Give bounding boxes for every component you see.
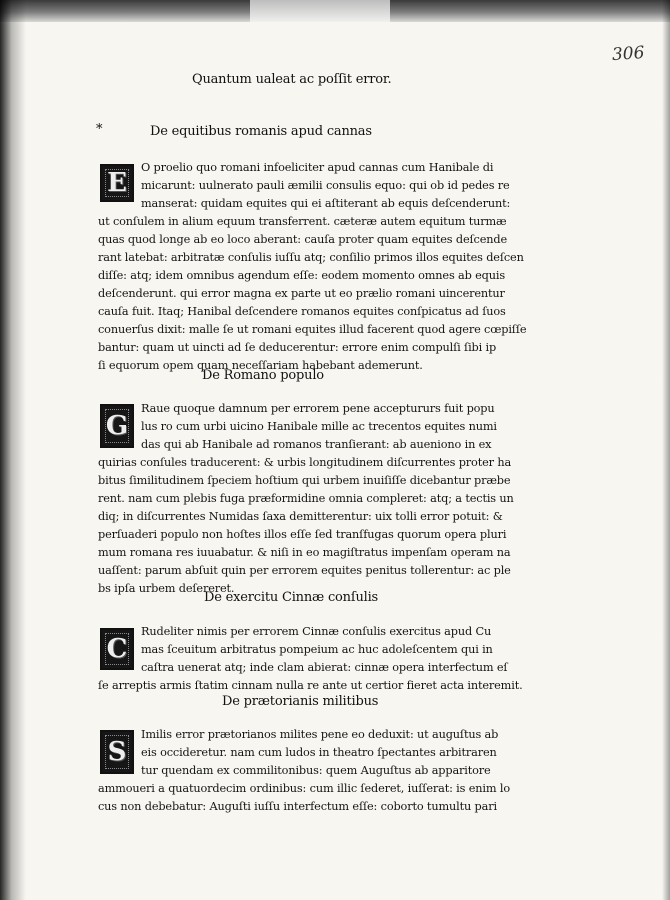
drop-cap (100, 730, 134, 774)
drop-cap-letter: C (106, 634, 128, 664)
section-heading: De prætorianis militibus (222, 694, 379, 709)
page-right-edge (662, 0, 670, 900)
drop-cap (100, 404, 134, 448)
text-line: micarunt: uulnerato pauli æmilii consulis equo: qui ob id pedes re (141, 179, 510, 192)
drop-cap (100, 164, 134, 202)
drop-cap-letter: G (105, 411, 129, 441)
scan-top-edge (0, 0, 670, 22)
text-line: quas quod longe ab eo loco aberant: cauſa proter quam equites deſcende (98, 233, 507, 246)
text-line: cus non debebatur: Auguſti iuſſu interfectum eſſe: coborto tumultu pari (98, 800, 497, 813)
drop-cap-letter: S (107, 737, 127, 767)
section-heading: De exercitu Cinnæ conſulis (204, 590, 379, 605)
text-line: perſuaderi populo non hoſtes illos eſſe ſed tranſfugas quorum opera pluri (98, 528, 507, 541)
text-line: Raue quoque damnum per errorem pene acceptururs fuit popu (141, 402, 495, 415)
text-line: ſe arreptis armis ſtatim cinnam nulla re ante ut certior fieret acta interemit. (98, 679, 523, 692)
section-marker: * (96, 122, 103, 137)
text-line: Rudeliter nimis per errorem Cinnæ conſulis exercitus apud Cu (141, 625, 492, 638)
text-line: ut conſulem in alium equum transferrent. cæteræ autem equitum turmæ (98, 215, 507, 228)
text-line: tur quendam ex commilitonibus: quem Auguſtus ab apparitore (141, 764, 491, 777)
text-line: diq; in diſcurrentes Numidas ſaxa demitterentur: uix tolli error potuit: & (98, 510, 503, 523)
text-line: manserat: quidam equites qui ei aſtiterant ab equis deſcenderunt: (141, 197, 511, 210)
text-line: caſtra uenerat atq; inde clam abierat: cinnæ opera interfectum eſ (141, 661, 508, 674)
text-line: ſi equorum opem quam neceſſariam habebant ademerunt. (98, 359, 423, 372)
drop-cap (100, 628, 134, 670)
text-line: bantur: quam ut uincti ad ſe deducerentur: errore enim compulſi ſibi ip (98, 341, 497, 354)
text-line: cauſa fuit. Itaq; Hanibal deſcendere romanos equites conſpicatus ad ſuos (98, 305, 506, 318)
text-line: rant latebat: arbitratæ conſulis iuſſu atq; conſilio primos illos equites deſcen (98, 251, 524, 264)
text-line: uaſſent: parum abſuit quin per errorem equites penitus tollerentur: ac ple (98, 564, 511, 577)
text-line: das qui ab Hanibale ad romanos tranſierant: ab aueniono in ex (141, 438, 492, 451)
text-line: rent. nam cum plebis fuga præformidine omnia compleret: atq; a tectis un (98, 492, 514, 505)
drop-cap-letter: E (107, 168, 127, 198)
text-line: mum romana res iuuabatur. & niſi in eo magiſtratus impenſam operam na (98, 546, 511, 559)
text-line: lus ro cum urbi uicino Hanibale mille ac trecentos equites numi (141, 420, 497, 433)
text-line: ammoueri a quatuordecim ordinibus: cum illic ſederet, iuſſerat: is enim lo (98, 782, 510, 795)
page-title: Quantum ualeat ac poſſit error. (192, 72, 392, 87)
text-line: Imilis error prætorianos milites pene eo deduxit: ut auguſtus ab (141, 728, 499, 741)
text-line: mas ſceuitum arbitratus pompeium ac huc adoleſcentem qui in (141, 643, 493, 656)
text-line: quirias conſules traducerent: & urbis longitudinem diſcurrentes proter ha (98, 456, 512, 469)
text-line: O proelio quo romani infoeliciter apud cannas cum Hanibale di (141, 161, 494, 174)
text-line: eis occideretur. nam cum ludos in theatro ſpectantes arbitraren (141, 746, 497, 759)
text-line: conuerſus dixit: malle ſe ut romani equites illud facerent quod agere cœpiſſe (98, 323, 527, 336)
section-heading: De equitibus romanis apud cannas (150, 124, 372, 139)
text-line: diſſe: atq; idem omnibus agendum eſſe: eodem momento omnes ab equis (98, 269, 505, 282)
section-heading: De Romano populo (202, 368, 324, 383)
folio-number: 306 (611, 42, 646, 66)
binding-shadow (0, 0, 26, 900)
text-line: bs ipſa urbem deſereret. (98, 582, 235, 595)
text-line: bitus ſimilitudinem ſpeciem hoſtium qui urbem inuiſiſſe dicebantur præbe (98, 474, 511, 487)
text-line: deſcenderunt. qui error magna ex parte ut eo prælio romani uincerentur (98, 287, 505, 300)
